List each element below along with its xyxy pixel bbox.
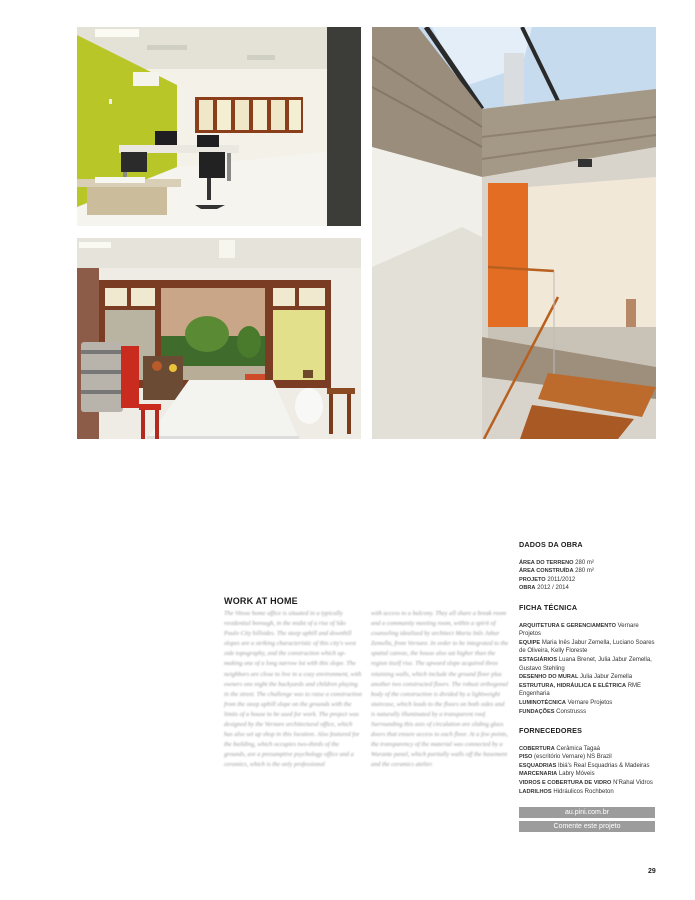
spec-label: COBERTURA <box>519 745 555 752</box>
spec-row <box>519 745 657 754</box>
spec-row <box>519 788 657 797</box>
spec-label: ESTAGIÁRIOS <box>519 656 558 663</box>
article-title: WORK AT HOME <box>224 596 298 606</box>
spec-value: 2011/2012 <box>547 576 576 583</box>
staircase-photo <box>372 27 656 439</box>
ficha-section <box>519 604 657 716</box>
spec-row <box>519 770 657 779</box>
spec-row <box>519 682 657 699</box>
fornecedores-title: FORNECEDORES <box>519 726 583 736</box>
spec-row <box>519 576 657 585</box>
spec-label: PISO <box>519 754 533 761</box>
spec-row <box>519 753 657 762</box>
article-body-right: with access to a balcony. They all share a break room and a community meeting room, within a spirit of counseling idealized by architect Maria Inês Jabur Zemella, from Vernare. In order to be integrated to the spatial canvas, the house also sat higher than the region itself rise. The upward slope acquired three retaining walls, which include the ground floor plus another two constructed floors. The robust orthogonal body of the construction is divided by a lightweight staircase, which leads to the floors on both sides and is naturally illuminated by a transparent roof. Surrounding this axis of circulation are sliding glass doors that ensure access to each floor. At a few points, the transparency of the material was connected by a Wurante panel, which partially walls off the basement and the ceramics atelier. <box>371 610 509 769</box>
spec-value: Maria Inês Jabur Zemella, Luciano Soares de Oliveira, Kelly Floreste <box>519 639 655 655</box>
comment-link[interactable]: Comente este projeto <box>519 821 655 832</box>
dados-section <box>519 541 657 593</box>
spec-row <box>519 622 657 639</box>
spec-value: Cerâmica Tagaá <box>556 745 601 752</box>
spec-row <box>519 656 657 673</box>
spec-label: EQUIPE <box>519 639 541 646</box>
spec-label: OBRA <box>519 585 536 592</box>
spec-label: ESTRUTURA, HIDRÁULICA E ELÉTRICA <box>519 682 627 689</box>
spec-label: MARCENARIA <box>519 771 558 778</box>
spec-row <box>519 584 657 593</box>
spec-label: ARQUITETURA E GERENCIAMENTO <box>519 622 616 629</box>
spec-row <box>519 779 657 788</box>
spec-value: RME Engenharia <box>519 682 642 698</box>
spec-value: Construsss <box>556 708 587 715</box>
spec-label: FUNDAÇÕES <box>519 708 555 715</box>
spec-row <box>519 708 657 717</box>
spec-value: 2012 / 2014 <box>537 585 569 592</box>
spec-row <box>519 699 657 708</box>
fornecedores-rows <box>519 745 657 797</box>
spec-label: ESQUADRIAS <box>519 762 557 769</box>
spec-label: PROJETO <box>519 576 546 583</box>
spec-row <box>519 567 657 576</box>
spec-value: 280 m² <box>575 568 594 575</box>
spec-row <box>519 673 657 682</box>
dados-title: DADOS DA OBRA <box>519 540 583 549</box>
site-link[interactable]: au.pini.com.br <box>519 807 655 818</box>
ficha-rows <box>519 622 657 717</box>
spec-value: Vernare Projetos <box>519 622 639 638</box>
spec-row <box>519 559 657 568</box>
spec-value: Ibiá's Real Esquadrias & Madeiras <box>557 762 650 769</box>
spec-label: ÁREA CONSTRUÍDA <box>519 568 574 575</box>
spec-label: ÁREA DO TERRENO <box>519 559 574 566</box>
spec-row <box>519 762 657 771</box>
page-number: 29 <box>648 868 656 875</box>
spec-label: LUMINOTÉCNICA <box>519 699 566 706</box>
spec-value: Labry Móveis <box>558 771 595 778</box>
spec-label: LADRILHOS <box>519 788 552 795</box>
office-photo <box>77 27 361 226</box>
spec-value: Hidráulicos Rochbeton <box>553 788 614 795</box>
spec-value: Vernare Projetos <box>567 699 613 706</box>
spec-row <box>519 639 657 656</box>
spec-value: Julia Jabur Zemella <box>580 674 633 681</box>
dining-room-photo <box>77 238 361 439</box>
ficha-title: FICHA TÉCNICA <box>519 602 578 612</box>
project-sidebar <box>519 541 657 835</box>
spec-label: VIDROS E COBERTURA DE VIDRO <box>519 780 612 787</box>
spec-value: Luana Brenet, Julia Jabur Zemella, Gustavo Stehling <box>519 656 652 672</box>
spec-label: DESENHO DO MURAL <box>519 674 579 681</box>
article-body-left: The Vitsoe home office is situated in a typically residential borough, in the midst of a rise of São Paulo City hillsides. The steep uphill and downhill slopes are a striking characteristic of this city's west side topography, and the construction which up-making one of a long narrow lot with this slope. The neighbors are close to live in a cozy environment, with owners one night the backyards and children playing in the street. The challenge was to raise a construction from the steep uphill slope on the grounds with the limits of a house to be used for work. The project was designed by the Vernare architectural office, which has also set up shop in this location. Also featured for the building, which occupies two-thirds of the grounds, are a presumptive psychology office and a ceramics, which is the only professional <box>224 610 362 769</box>
spec-value: 280 m² <box>575 559 594 566</box>
fornecedores-section <box>519 727 657 796</box>
spec-value: N'Rahal Vidros <box>613 780 653 787</box>
dados-rows <box>519 559 657 593</box>
spec-value: (escritório Vernare) NS Brazil <box>534 754 612 761</box>
